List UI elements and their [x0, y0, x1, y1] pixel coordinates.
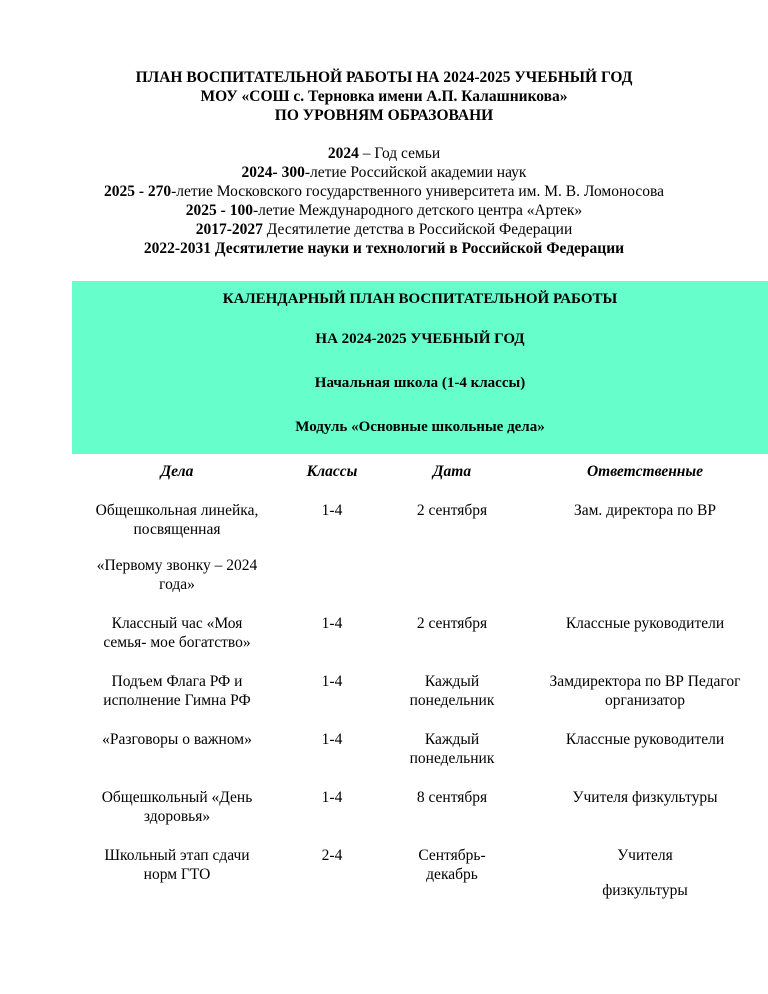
- cell-classes: 1-4: [321, 789, 343, 806]
- cell-event: Общешкольный «День здоровья»: [101, 789, 253, 825]
- year-item: 2017-2027 Десятилетие детства в Российской Федерации: [195, 221, 573, 238]
- header-cell-date: Дата: [432, 463, 472, 480]
- cell-classes: 1-4: [321, 673, 343, 690]
- cell-event: Школьный этап сдачи норм ГТО: [104, 847, 250, 883]
- header-cell-events: Дела: [160, 463, 194, 480]
- cell-classes: 2-4: [321, 847, 343, 864]
- levels-title: ПО УРОВНЯМ ОБРАЗОВАНИ: [274, 107, 494, 124]
- cell-responsible: Учителя физкультуры: [572, 789, 718, 806]
- cell-date: 2 сентября: [416, 502, 488, 519]
- cell-classes: 1-4: [321, 731, 343, 748]
- cell-responsible: Учителя физкультуры: [602, 847, 688, 899]
- header-cell-responsible: Ответственные: [586, 463, 704, 480]
- cell-event: Классный час «Моя семья- мое богатство»: [103, 615, 251, 651]
- year-item: 2024 – Год семьи: [327, 145, 441, 162]
- cell-date: 8 сентября: [416, 789, 488, 806]
- cell-responsible: Классные руководители: [565, 615, 725, 632]
- cell-responsible: Замдиректора по ВР Педагог организатор: [549, 673, 741, 709]
- calendar-banner: [72, 281, 768, 454]
- year-item: 2024- 300-летие Российской академии наук: [241, 164, 527, 181]
- cell-date: Каждый понедельник: [409, 673, 495, 709]
- banner-title: КАЛЕНДАРНЫЙ ПЛАН ВОСПИТАТЕЛЬНОЙ РАБОТЫ: [222, 291, 618, 307]
- cell-date: 2 сентября: [416, 615, 488, 632]
- cell-event: Общешкольная линейка, посвященная: [95, 502, 259, 538]
- cell-event: «Разговоры о важном»: [102, 731, 252, 748]
- cell-classes: 1-4: [321, 615, 343, 632]
- cell-date: Сентябрь- декабрь: [418, 847, 486, 883]
- header-cell-classes: Классы: [306, 463, 358, 480]
- school-name: МОУ «СОШ с. Терновка имени А.П. Калашникова»: [200, 88, 568, 105]
- years-list: [100, 144, 668, 258]
- document-header: [0, 68, 768, 125]
- year-item: 2022-2031 Десятилетие науки и технологий в Российской Федерации: [143, 240, 625, 257]
- plan-title: ПЛАН ВОСПИТАТЕЛЬНОЙ РАБОТЫ НА 2024-2025 УЧЕБНЫЙ ГОД: [135, 69, 633, 86]
- cell-event: «Первому звонку – 2024 года»: [96, 557, 258, 593]
- cell-date: Каждый понедельник: [409, 731, 495, 767]
- year-item: 2025 - 100-летие Международного детского центра «Артек»: [185, 202, 583, 219]
- banner-level: Начальная школа (1-4 классы): [314, 375, 526, 391]
- banner-subtitle: НА 2024-2025 УЧЕБНЫЙ ГОД: [315, 331, 525, 347]
- cell-responsible: Классные руководители: [565, 731, 725, 748]
- cell-classes: 1-4: [321, 502, 343, 519]
- year-item: 2025 - 270-летие Московского государственного университета им. М. В. Ломоносова: [103, 183, 665, 200]
- banner-module: Модуль «Основные школьные дела»: [295, 419, 545, 435]
- cell-event: Подъем Флага РФ и исполнение Гимна РФ: [103, 673, 251, 709]
- cell-responsible: Зам. директора по ВР: [573, 502, 717, 519]
